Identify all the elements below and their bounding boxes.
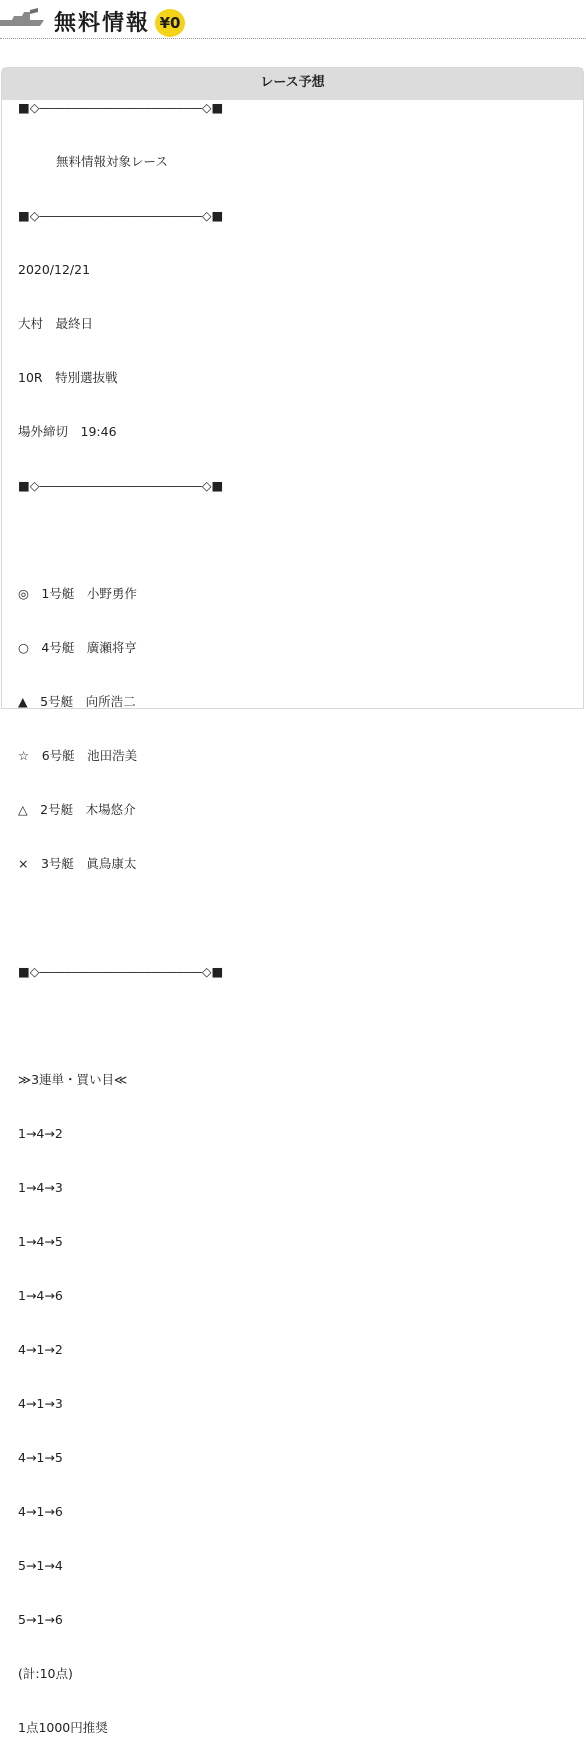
spacer <box>18 531 223 549</box>
divider-line: ■◇―――――――――――――◇■ <box>18 478 224 493</box>
prediction-item: × 3号艇 眞鳥康太 <box>18 856 137 871</box>
prediction-content <box>18 63 223 1755</box>
race-venue: 大村 最終日 <box>18 316 94 331</box>
divider-line: ■◇―――――――――――――◇■ <box>18 100 224 115</box>
bet-combination: 4→1→6 <box>18 1504 63 1519</box>
spacer <box>18 1017 223 1035</box>
race-date: 2020/12/21 <box>18 262 91 277</box>
header-divider <box>0 38 586 39</box>
prediction-item: ☆ 6号艇 池田浩美 <box>18 748 138 763</box>
target-label: 無料情報対象レース <box>56 154 168 169</box>
prediction-item: ○ 4号艇 廣瀬将亨 <box>18 640 137 655</box>
prediction-item: ▲ 5号艇 向所浩二 <box>18 694 136 709</box>
bet-combination: 1→4→5 <box>18 1234 63 1249</box>
bet-combination: 4→1→5 <box>18 1450 63 1465</box>
free-badge: ¥0 <box>155 9 185 37</box>
card-heading: レース予想 <box>2 68 583 100</box>
bet-combination: 5→1→4 <box>18 1558 63 1573</box>
race-name: 10R 特別選抜戦 <box>18 370 118 385</box>
prediction-item: ◎ 1号艇 小野勇作 <box>18 586 137 601</box>
bet-combination: 1→4→3 <box>18 1180 63 1195</box>
page-title: 無料情報 <box>54 11 151 36</box>
race-deadline: 場外締切 19:46 <box>18 424 117 439</box>
bet-combination: 4→1→2 <box>18 1342 63 1357</box>
spacer <box>18 909 223 927</box>
divider-line: ■◇―――――――――――――◇■ <box>18 208 224 223</box>
bet-total: (計:10点) <box>18 1666 73 1681</box>
divider-line: ■◇―――――――――――――◇■ <box>18 964 224 979</box>
prediction-item: △ 2号艇 木場悠介 <box>18 802 136 817</box>
bet-combination: 5→1→6 <box>18 1612 63 1627</box>
bets-title: ≫3連単・買い目≪ <box>18 1072 128 1087</box>
bet-combination: 1→4→2 <box>18 1126 63 1141</box>
boat-icon <box>0 6 46 30</box>
bet-stake: 1点1000円推奨 <box>18 1720 108 1735</box>
page-header <box>0 0 586 40</box>
bet-combination: 1→4→6 <box>18 1288 63 1303</box>
bet-combination: 4→1→3 <box>18 1396 63 1411</box>
